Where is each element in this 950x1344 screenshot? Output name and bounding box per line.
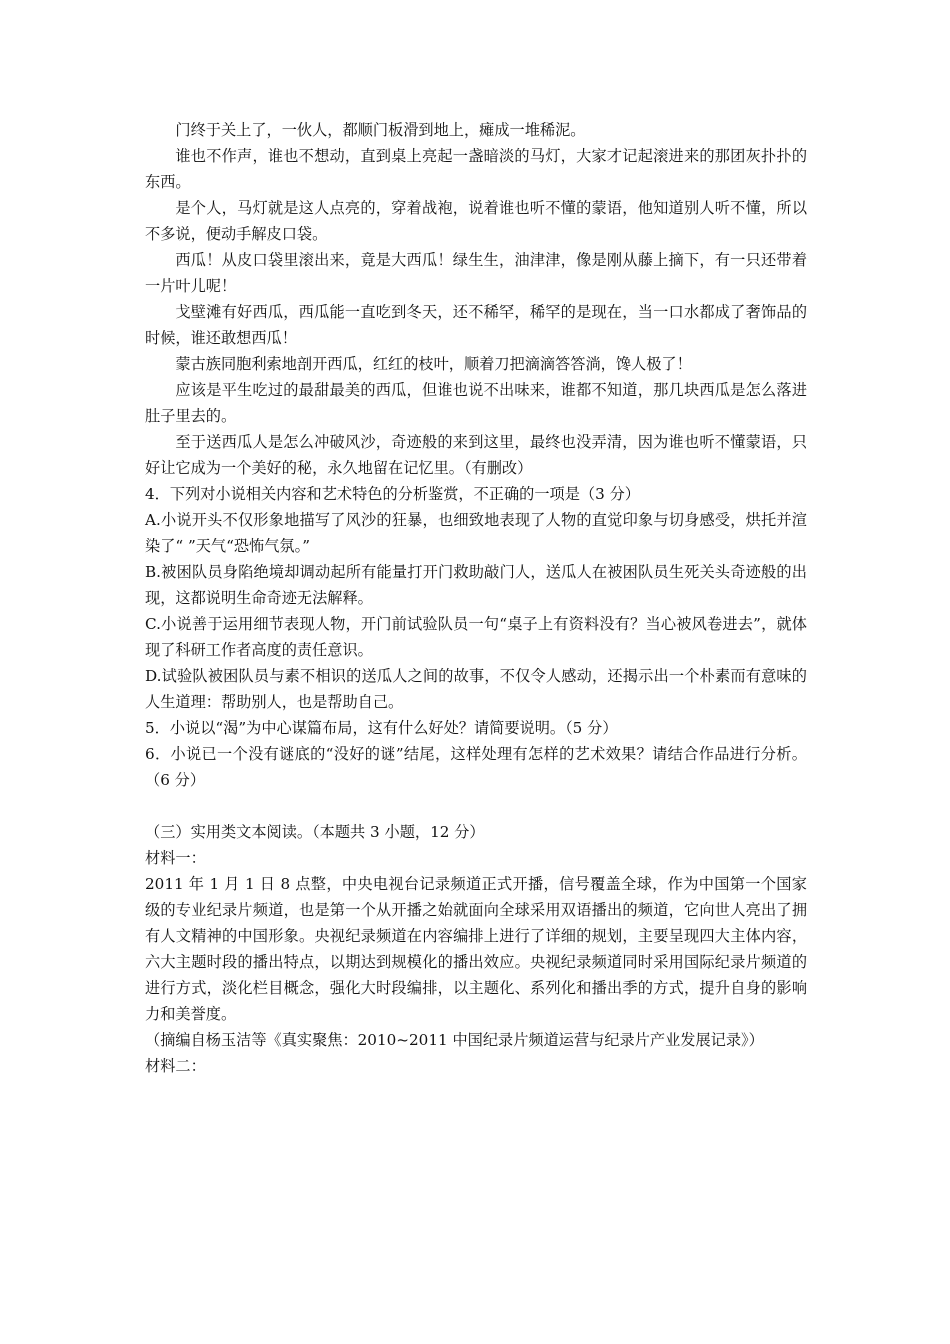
question-5: 5．小说以“渴”为中心谋篇布局，这有什么好处？请简要说明。（5 分）: [145, 719, 618, 737]
option-c: C.小说善于运用细节表现人物，开门前试验队员一句“桌子上有资料没有？当心被风卷进去”，就体现了科研工作者高度的责任意识。: [145, 615, 807, 659]
story-paragraph: 是个人，马灯就是这人点亮的，穿着战袍，说着谁也听不懂的蒙语，他知道别人听不懂，所以不多说，便动手解皮口袋。: [145, 199, 807, 243]
question-4: [145, 481, 807, 715]
question-stem: 4．下列对小说相关内容和艺术特色的分析鉴赏，不正确的一项是（3 分）: [145, 485, 640, 503]
option-a: A.小说开头不仅形象地描写了风沙的狂暴，也细致地表现了人物的直觉印象与切身感受，烘托并渲染了“ ”天气“恐怖气氛。”: [145, 511, 807, 555]
option-b: B.被困队员身陷绝境却调动起所有能量打开门救助敲门人，送瓜人在被困队员生死关头奇迹般的出现，这都说明生命奇迹无法解释。: [145, 563, 807, 607]
story-paragraph: 谁也不作声，谁也不想动，直到桌上亮起一盏暗淡的马灯，大家才记起滚进来的那团灰扑扑的东西。: [145, 147, 807, 191]
material-2-label: 材料二：: [145, 1057, 206, 1075]
material-1-source: （摘编自杨玉洁等《真实聚焦：2010~2011 中国纪录片频道运营与纪录片产业发展记录》）: [145, 1031, 764, 1049]
story-paragraph: 戈壁滩有好西瓜，西瓜能一直吃到冬天，还不稀罕，稀罕的是现在，当一口水都成了奢饰品的时候，谁还敢想西瓜！: [145, 303, 807, 347]
material-1-text: 2011 年 1 月 1 日 8 点整，中央电视台记录频道正式开播，信号覆盖全球，作为中国第一个国家级的专业纪录片频道，也是第一个从开播之始就面向全球采用双语播出的频道，它向世人亮出了拥有人文精神的中国形象。央视纪录频道在内容编排上进行了详细的规划，主要呈现四大主体内容，六大主题时段的播出特点，以期达到规模化的播出效应。央视纪录频道同时采用国际纪录片频道的进行方式，淡化栏目概念，强化大时段编排，以主题化、系列化和播出季的方式，提升自身的影响力和美誉度。: [145, 875, 807, 1023]
section-spacer: [145, 793, 807, 819]
story-paragraph: 蒙古族同胞利索地剖开西瓜，红红的枝叶，顺着刀把滴滴答答淌，馋人极了！: [175, 355, 692, 373]
story-paragraph: 应该是平生吃过的最甜最美的西瓜，但谁也说不出味来，谁都不知道，那几块西瓜是怎么落进肚子里去的。: [145, 381, 807, 425]
story-excerpt: [145, 117, 807, 481]
material-1-label: 材料一：: [145, 849, 206, 867]
story-paragraph: 门终于关上了，一伙人，都顺门板滑到地上，瘫成一堆稀泥。: [175, 121, 586, 139]
story-paragraph: 西瓜！从皮口袋里滚出来，竟是大西瓜！绿生生，油津津，像是刚从藤上摘下，有一只还带着一片叶儿呢！: [145, 251, 807, 295]
story-paragraph: 至于送西瓜人是怎么冲破风沙，奇迹般的来到这里，最终也没弄清，因为谁也听不懂蒙语，只好让它成为一个美好的秘，永久地留在记忆里。（有删改）: [145, 433, 807, 477]
section-heading: （三）实用类文本阅读。（本题共 3 小题，12 分）: [145, 823, 485, 841]
question-6: 6．小说已一个没有谜底的“没好的谜”结尾，这样处理有怎样的艺术效果？请结合作品进行分析。（6 分）: [145, 745, 807, 789]
section-3: [145, 819, 807, 1079]
option-d: D.试验队被困队员与素不相识的送瓜人之间的故事，不仅令人感动，还揭示出一个朴素而有意味的人生道理：帮助别人，也是帮助自己。: [145, 667, 807, 711]
document-page: [145, 117, 807, 1079]
